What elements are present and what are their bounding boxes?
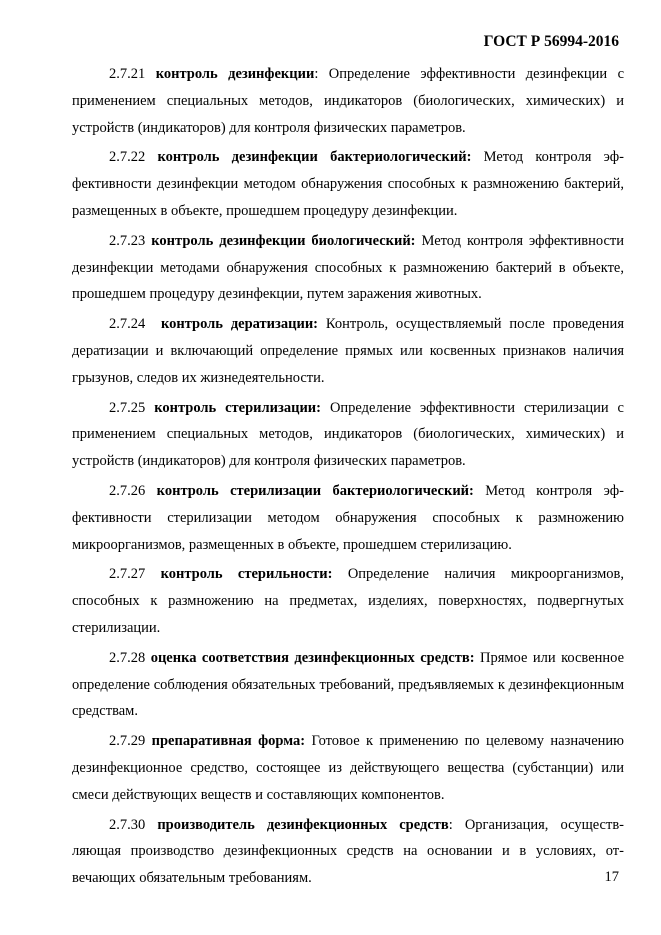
term-entry-2-7-21: [72, 61, 624, 141]
term-separator: :: [448, 816, 453, 833]
terms-list: [72, 61, 624, 895]
entry-number: 2.7.25: [109, 399, 146, 416]
term-definition: Готовое к применению по целевому назначению дезинфекционное средство, состоящее из действующего вещества (субстанции) или смеси действующих веществ и составляющих компонентов.: [72, 733, 625, 803]
term-entry-2-7-22: [72, 144, 624, 224]
term-separator: :: [314, 66, 319, 82]
term-entry-2-7-24: [72, 311, 624, 391]
term-definition: Определение эффективности дезинфекции с применением специальных методов, индикаторов (биологических, химических) и устройств (индикаторов) для контроля физических параметров.: [72, 66, 625, 136]
term-definition: Метод контроля эффективности стерилизации методом обнаружения способных к размножению микроорганизмов, размещенных в объекте, прошедшем стерилизацию.: [72, 482, 625, 553]
term-definition: Организация, осуществляющая производство дезинфекционных средств на основании и в условиях, отвечающих обязательным требованиям.: [72, 816, 625, 887]
document-header: ГОСТ Р 56994-2016: [483, 33, 619, 50]
entry-number: 2.7.22: [109, 149, 146, 166]
entry-number: 2.7.29: [109, 733, 146, 750]
term-title: контроль дератизации:: [160, 316, 318, 333]
term-definition: Определение наличия микроорганизмов, способных к размножению на предметах, изделиях, поверхностях, подвергнутых стерилизации.: [72, 566, 625, 636]
term-entry-2-7-23: [72, 228, 624, 308]
entry-number: 2.7.28: [109, 649, 146, 666]
entry-number: 2.7.21: [109, 66, 146, 82]
term-title: контроль дезинфекции бактериологический:: [157, 149, 472, 166]
entry-number: 2.7.23: [109, 232, 146, 249]
term-definition: Прямое или косвенное определение соблюдения обязательных требований, предъявляемых к дезинфекционным средствам.: [72, 649, 625, 720]
term-definition: Метод контроля эффективности дезинфекции методами обнаружения способных к размножению бактерий в объекте, прошедшем процедуру дезинфекции, путем заражения животных.: [72, 232, 625, 303]
entry-number: 2.7.27: [109, 566, 146, 583]
entry-number: 2.7.24: [109, 316, 146, 333]
entry-number: 2.7.30: [109, 816, 146, 833]
term-entry-2-7-27: [72, 561, 624, 641]
term-entry-2-7-29: [72, 728, 624, 808]
term-title: контроль стерильности:: [160, 566, 333, 583]
term-entry-2-7-30: [72, 812, 624, 892]
term-title: контроль стерилизации:: [154, 399, 321, 416]
term-title: контроль дезинфекции: [155, 66, 315, 82]
page-number: 17: [604, 869, 619, 885]
term-title: контроль дезинфекции биологический:: [151, 232, 416, 249]
term-title: оценка соответствия дезинфекционных средств:: [150, 649, 475, 666]
term-definition: Метод контроля эффективности дезинфекции методом обнаружения способных к размножению бактерий, размещенных в объекте, прошедшем процедуру дезинфекции.: [72, 149, 624, 219]
term-entry-2-7-25: [72, 395, 624, 475]
term-title: препаративная форма:: [151, 733, 306, 750]
term-definition: Определение эффективности стерилизации с применением специальных методов, индикаторов (биологических, химических) и устройств (индикаторов) для контроля физических параметров.: [72, 399, 624, 470]
term-entry-2-7-26: [72, 478, 624, 558]
term-entry-2-7-28: [72, 645, 624, 725]
term-title: производитель дезинфекционных средств: [157, 816, 449, 833]
entry-number: 2.7.26: [109, 482, 146, 499]
term-definition: Контроль, осуществляемый после проведения дератизации и включающий определение прямых или косвенных признаков наличия грызунов, следов их жизнедеятельности.: [72, 316, 624, 386]
term-title: контроль стерилизации бактериологический:: [156, 482, 474, 499]
